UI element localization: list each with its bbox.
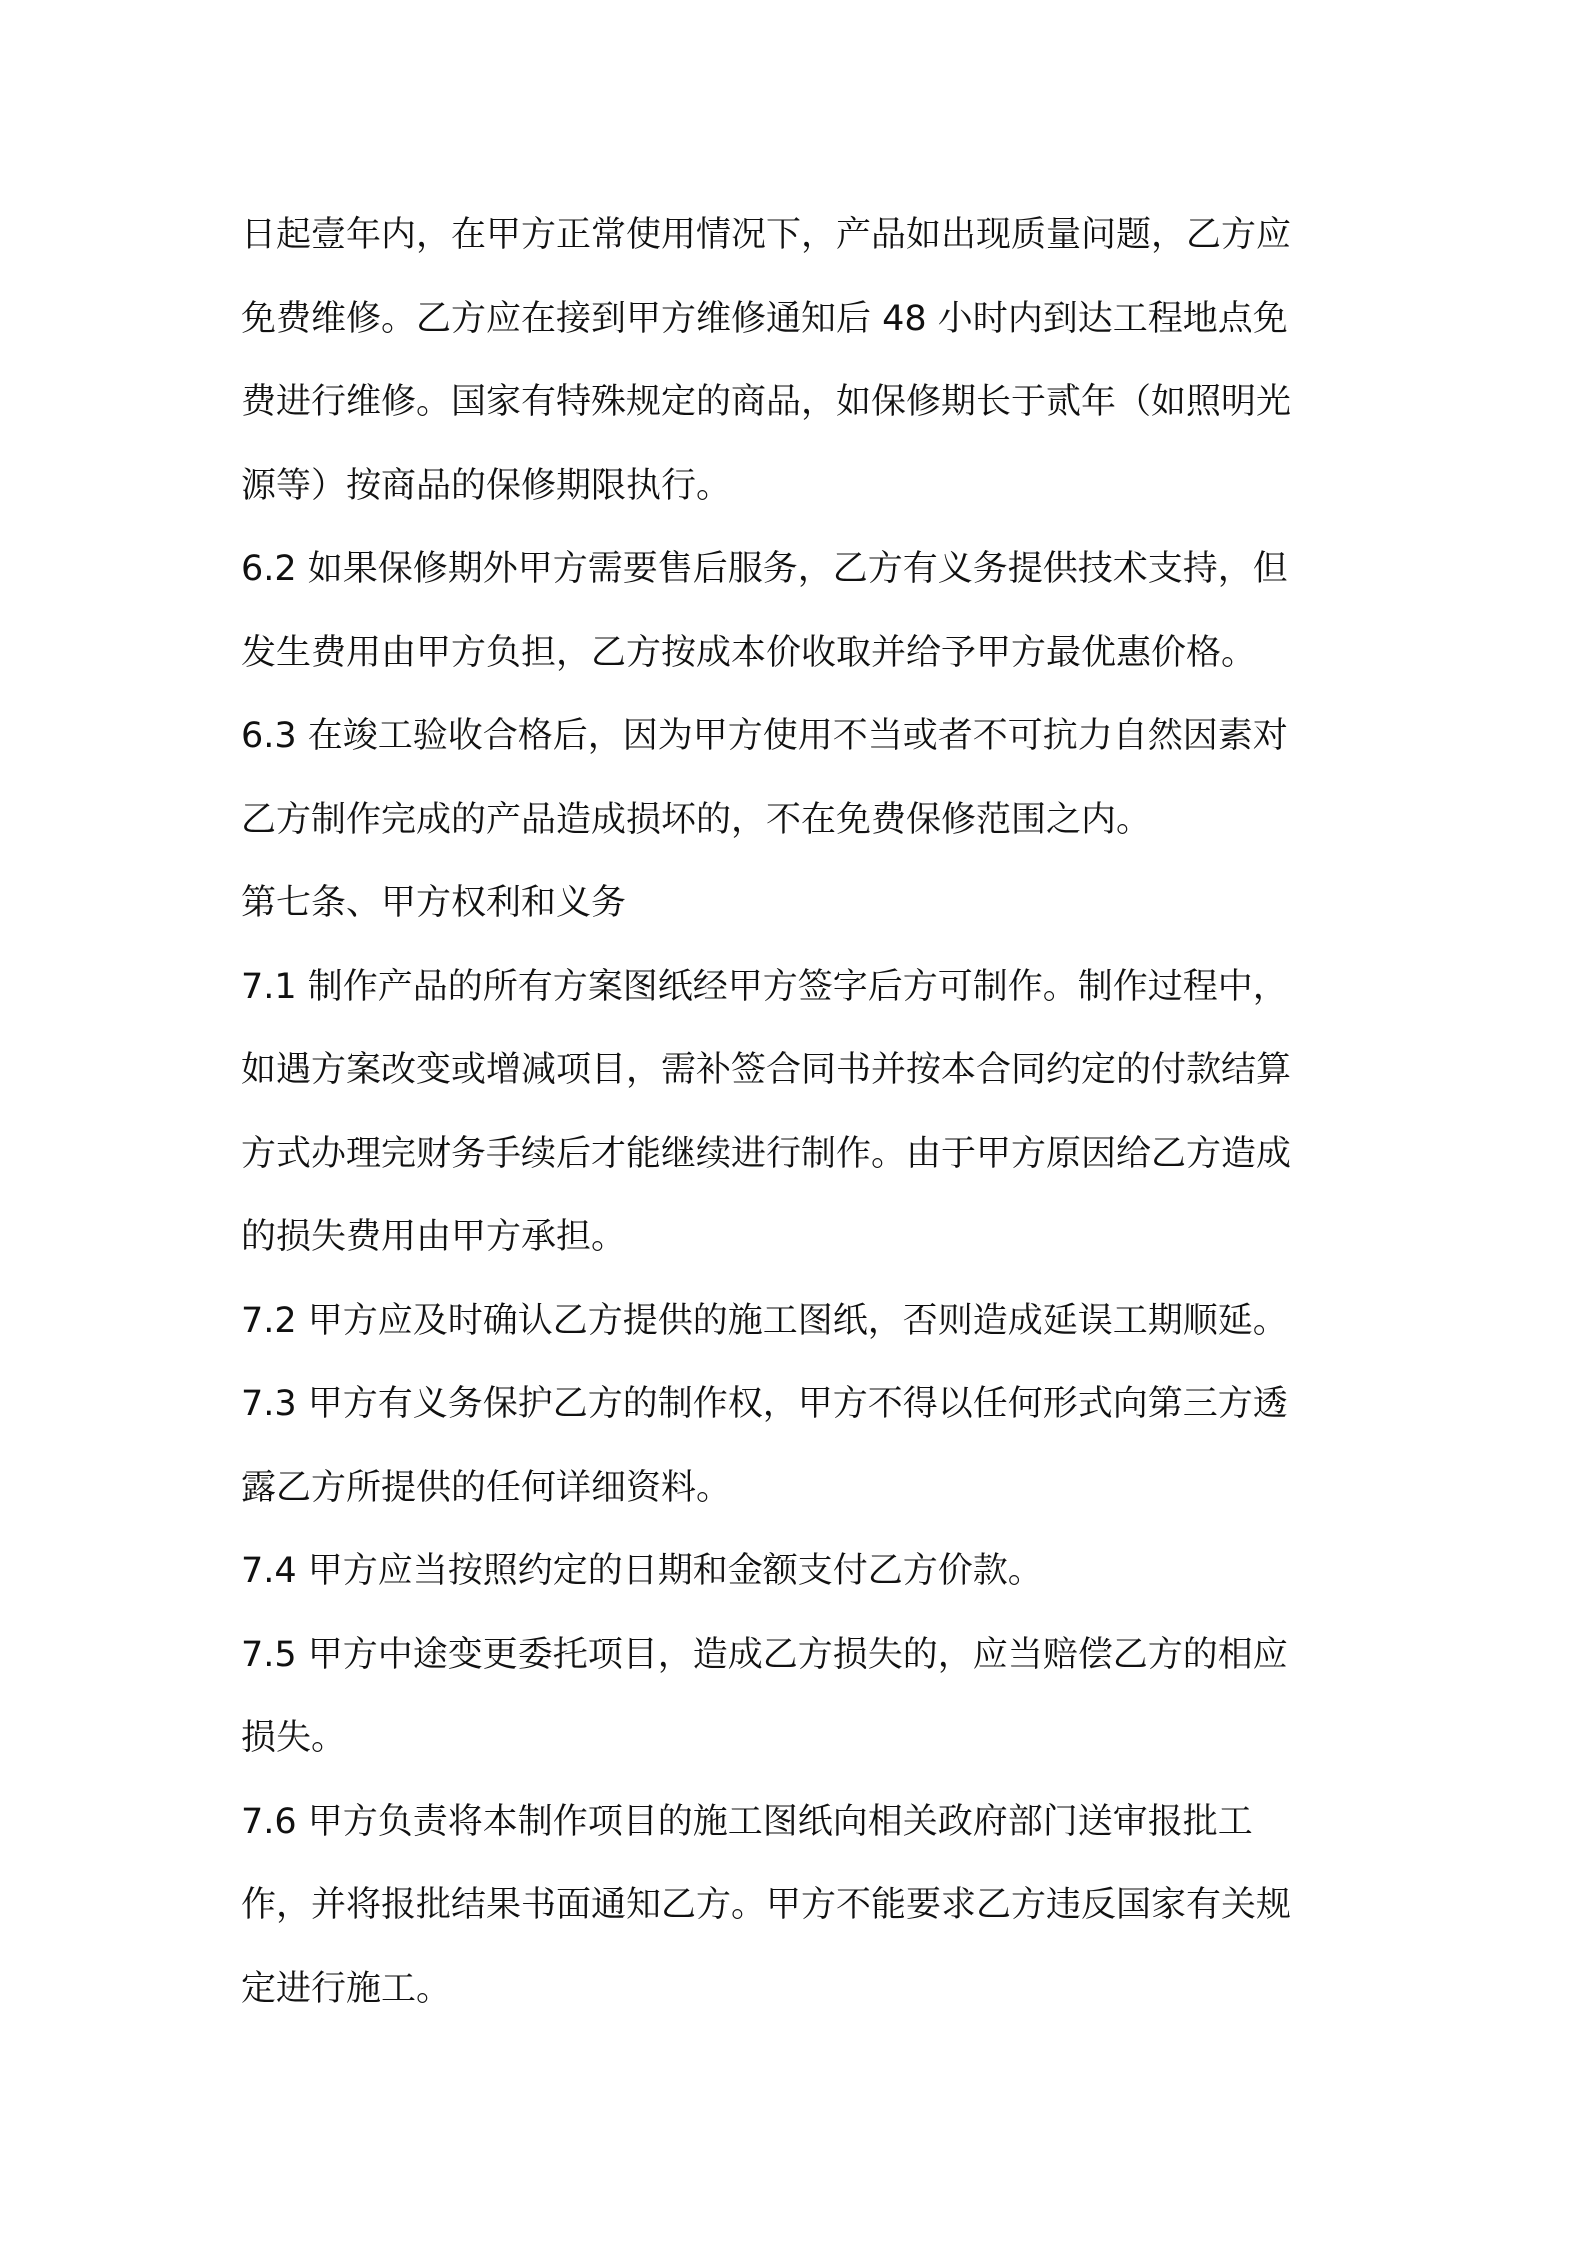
clause-7-1-line-2: 如遇方案改变或增减项目，需补签合同书并按本合同约定的付款结算 [241, 1050, 1292, 1090]
clause-7-1-line-4: 的损失费用由甲方承担。 [241, 1217, 627, 1257]
clause-6-2-line-2: 发生费用由甲方负担，乙方按成本价收取并给予甲方最优惠价格。 [241, 632, 1257, 673]
clause-7-4-line-1: 7.4 甲方应当按照约定的日期和金额支付乙方价款。 [241, 1551, 1043, 1591]
text-line-1: 日起壹年内，在甲方正常使用情况下，产品如出现质量问题，乙方应 [241, 215, 1292, 255]
clause-6-3-line-2: 乙方制作完成的产品造成损坏的，不在免费保修范围之内。 [241, 799, 1152, 840]
clause-7-5-line-2: 损失。 [241, 1718, 347, 1758]
clause-6-2-line-1: 6.2 如果保修期外甲方需要售后服务，乙方有义务提供技术支持，但 [241, 549, 1288, 589]
clause-7-6-line-3: 定进行施工。 [241, 1968, 452, 2009]
clause-7-3-line-1: 7.3 甲方有义务保护乙方的制作权，甲方不得以任何形式向第三方透 [241, 1384, 1288, 1424]
clause-7-6-line-1: 7.6 甲方负责将本制作项目的施工图纸向相关政府部门送审报批工 [241, 1801, 1253, 1842]
text-line-3: 费进行维修。国家有特殊规定的商品，如保修期长于贰年（如照明光 [241, 382, 1292, 422]
clause-7-5-line-1: 7.5 甲方中途变更委托项目，造成乙方损失的，应当赔偿乙方的相应 [241, 1634, 1288, 1675]
text-line-4: 源等）按商品的保修期限执行。 [241, 465, 732, 506]
clause-6-3-line-1: 6.3 在竣工验收合格后，因为甲方使用不当或者不可抗力自然因素对 [241, 716, 1288, 756]
text-line-2: 免费维修。乙方应在接到甲方维修通知后 48 小时内到达工程地点免 [241, 298, 1288, 339]
clause-7-1-line-1: 7.1 制作产品的所有方案图纸经甲方签字后方可制作。制作过程中， [241, 966, 1288, 1007]
contract-text-body [241, 194, 1361, 2031]
clause-7-6-line-2: 作，并将报批结果书面通知乙方。甲方不能要求乙方违反国家有关规 [241, 1885, 1292, 1925]
clause-7-2-line-1: 7.2 甲方应及时确认乙方提供的施工图纸，否则造成延误工期顺延。 [241, 1300, 1288, 1341]
clause-7-3-line-2: 露乙方所提供的任何详细资料。 [241, 1467, 732, 1508]
article-7-heading: 第七条、甲方权利和义务 [241, 883, 627, 923]
clause-7-1-line-3: 方式办理完财务手续后才能继续进行制作。由于甲方原因给乙方造成 [241, 1133, 1292, 1174]
